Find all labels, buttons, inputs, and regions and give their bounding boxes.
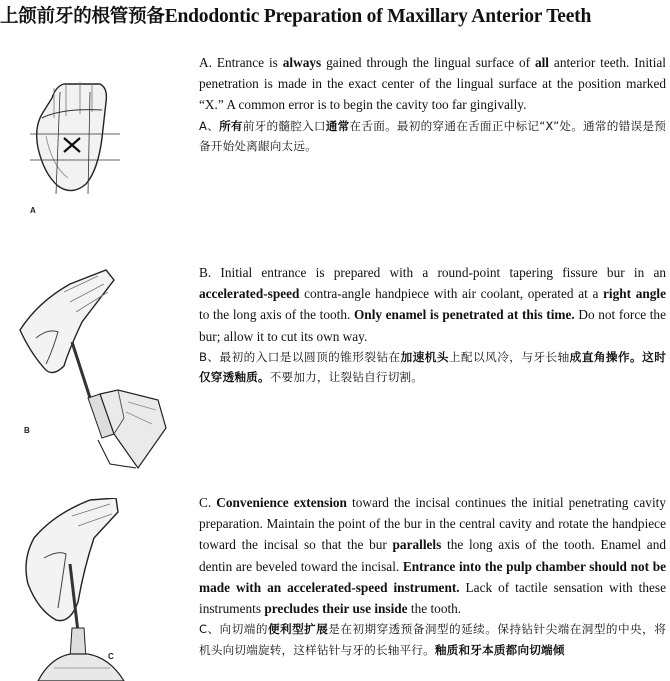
text-run: 在舌面。最初的穿通在舌面正中标记“X”处。通常的错误是预备开始处离龈向太远。	[199, 118, 666, 154]
title-english: Endodontic Preparation of Maxillary Anterior Teeth	[164, 6, 592, 27]
section-a-chinese	[199, 116, 666, 157]
figure-b-illustration	[18, 268, 168, 476]
bold-run: parallels	[392, 537, 442, 553]
bold-run: 便利型扩展	[267, 622, 329, 637]
bold-run: 釉质和牙本质都向切端倾	[434, 642, 565, 657]
section-a-english	[199, 52, 666, 116]
figure-b-label: B	[24, 426, 30, 435]
text-run: C.	[199, 495, 217, 510]
figure-a-illustration	[22, 78, 122, 198]
text-run: Lack of tactile sensation with these instruments	[199, 579, 666, 617]
text-run: 不要加力，让裂钻自行切割。	[269, 370, 424, 385]
bold-run: all	[534, 55, 550, 70]
text-run: gained through the lingual surface of	[321, 55, 535, 70]
text-run: 前牙的髓腔入口	[242, 118, 326, 133]
bold-run: 通常	[325, 118, 350, 133]
bold-run: 加速机头	[400, 349, 449, 364]
bold-run: accelerated-speed	[199, 286, 300, 302]
bold-run: Only enamel is penetrated at this time.	[353, 307, 575, 323]
text-run: Do not force the bur; allow it to cut its own way.	[199, 307, 666, 344]
title-chinese: 上颌前牙的根管预备	[0, 6, 165, 27]
bold-run: right angle	[603, 286, 667, 302]
bold-run: Entrance into the pulp chamber should not be made with an accelerated-speed instrument.	[199, 558, 666, 595]
text-run: 上配以风冷，与牙长轴	[448, 349, 570, 364]
bold-run: 成直角操作。这时仅穿透釉质。	[199, 349, 666, 385]
bold-run: 所有	[219, 118, 243, 133]
text-run: anterior teeth. Initial penetration is made in the exact center of the lingual surface at the position marked “X.” A common error is to begin the cavity too far gingivally.	[199, 55, 666, 113]
figure-c-tooth-handpiece	[14, 498, 154, 681]
text-run: B. Initial entrance is prepared with a round-point tapering fissure bur in an	[199, 265, 666, 280]
text-run: the long axis of the tooth. Enamel and dentin are beveled toward the incisal.	[199, 537, 666, 574]
figure-b-tooth-handpiece	[18, 268, 168, 476]
figure-c-illustration	[14, 498, 154, 681]
bold-run: always	[282, 55, 322, 70]
figure-a-label: A	[30, 206, 36, 215]
text-run: to the long axis of the tooth.	[199, 307, 354, 323]
text-run: the tooth.	[407, 601, 462, 617]
section-c	[199, 492, 666, 660]
text-run: toward the incisal continues the initial penetrating cavity preparation. Maintain the point of the bur in the central cavity and rotate the handpiece toward the incisal so that the bur	[199, 495, 666, 553]
text-run: 是在初期穿透预备洞型的延续。保持钻针尖端在洞型的中央，将机头向切端旋转，这样钻针与牙的长轴平行。	[199, 622, 666, 657]
text-run: A、	[199, 118, 220, 133]
section-c-chinese	[199, 619, 666, 660]
section-b-english	[199, 262, 666, 347]
figure-a-tooth-lingual	[22, 78, 122, 215]
text-run: C、向切端的	[199, 622, 268, 637]
section-b	[199, 262, 666, 388]
section-b-chinese	[199, 347, 666, 388]
bold-run: precludes their use inside	[264, 601, 408, 617]
figure-c-label: C	[108, 652, 114, 661]
bold-run: Convenience extension	[216, 495, 347, 510]
text-run: A. Entrance is	[199, 55, 283, 70]
section-a	[199, 52, 666, 157]
page-title	[0, 2, 670, 28]
section-c-english	[199, 492, 666, 619]
text-run: contra-angle handpiece with air coolant, operated at a	[299, 286, 603, 302]
text-run: B、最初的入口是以圆顶的锥形裂钻在	[199, 349, 401, 364]
